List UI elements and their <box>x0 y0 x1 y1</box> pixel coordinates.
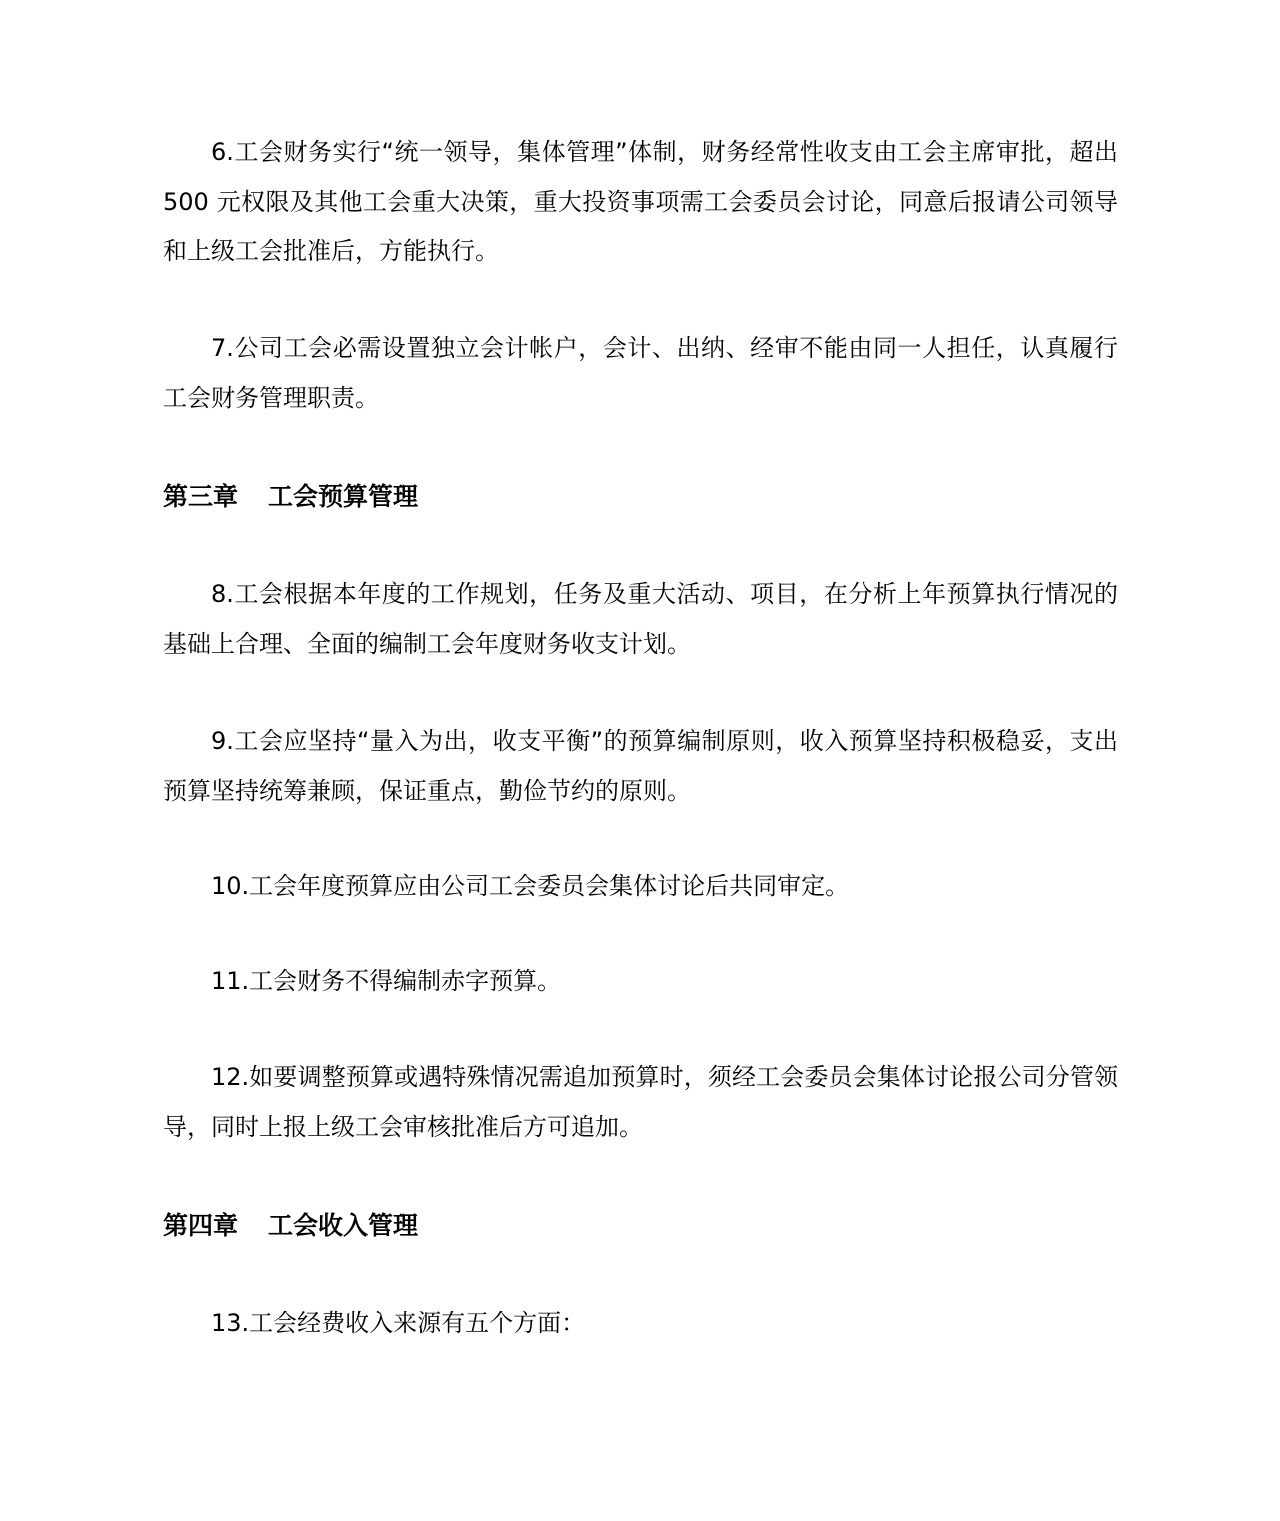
chapter-4-title: 工会收入管理 <box>268 1211 419 1240</box>
paragraph-10: 10.工会年度预算应由公司工会委员会集体讨论后共同审定。 <box>211 872 850 900</box>
chapter-3-number: 第三章 <box>163 482 239 511</box>
paragraph-11: 11.工会财务不得编制赤字预算。 <box>211 967 562 995</box>
paragraph-13: 13.工会经费收入来源有五个方面： <box>211 1309 586 1337</box>
chapter-3-title: 工会预算管理 <box>268 482 419 511</box>
chapter-4-number: 第四章 <box>163 1211 239 1240</box>
chapter-3-heading <box>163 479 418 515</box>
paragraph-9: 9.工会应坚持“量入为出，收支平衡”的预算编制原则，收入预算坚持积极稳妥，支出预算坚持统筹兼顾，保证重点，勤俭节约的原则。 <box>163 727 1118 805</box>
paragraph-6: 6.工会财务实行“统一领导，集体管理”体制，财务经常性收支由工会主席审批，超出 500 元权限及其他工会重大决策，重大投资事项需工会委员会讨论，同意后报请公司领导和上级工会批准后，方能执行。 <box>163 138 1118 265</box>
paragraph-12: 12.如要调整预算或遇特殊情况需追加预算时，须经工会委员会集体讨论报公司分管领导，同时上报上级工会审核批准后方可追加。 <box>163 1063 1118 1141</box>
paragraph-7: 7.公司工会必需设置独立会计帐户，会计、出纳、经审不能由同一人担任，认真履行工会财务管理职责。 <box>163 334 1118 412</box>
chapter-4-heading <box>163 1208 418 1244</box>
paragraph-8: 8.工会根据本年度的工作规划，任务及重大活动、项目，在分析上年预算执行情况的基础上合理、全面的编制工会年度财务收支计划。 <box>163 580 1118 658</box>
